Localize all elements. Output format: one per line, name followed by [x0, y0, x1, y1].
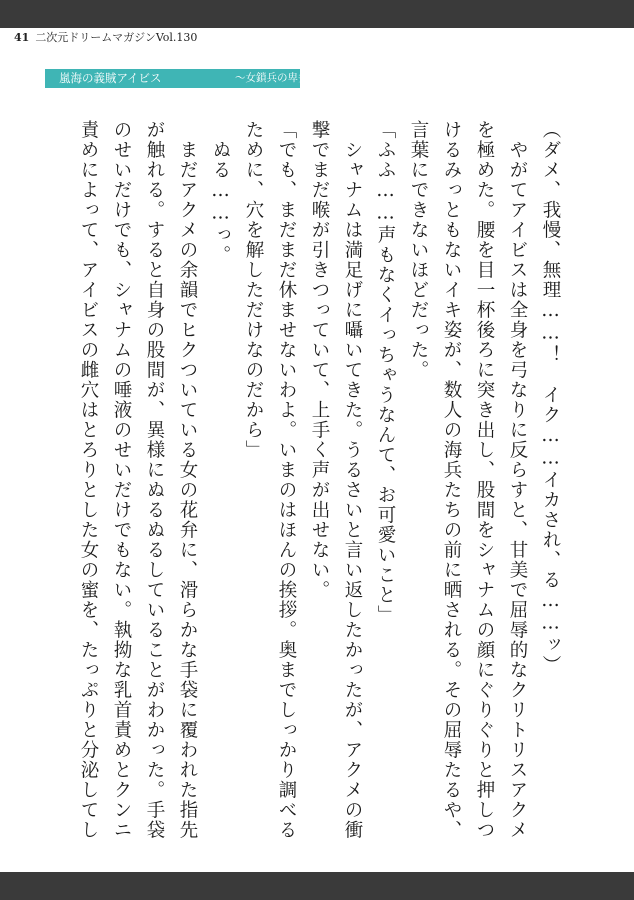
text-column: を極めた。腰を目一杯後ろに突き出し、股間をシャナムの顔にぐりぐりと押しつ: [474, 120, 495, 840]
bottom-toolbar: [0, 872, 634, 900]
text-column: 「でも、まだまだ休ませないわよ。いまのはほんの挨拶。奥までしっかり調べる: [276, 120, 297, 840]
text-column: シャナムは満足げに囁いてきた。うるさいと言い返したかったが、アクメの衝: [342, 120, 363, 840]
text-column: ぬる……っ。: [210, 120, 231, 265]
text-column: 責めによって、アイビスの雌穴はとろりとした女の蜜を、たっぷりと分泌してし: [78, 120, 99, 840]
story-title-banner: [45, 69, 340, 88]
text-column: まだアクメの余韻でヒクついている女の花弁に、滑らかな手袋に覆われた指先: [177, 120, 198, 840]
text-column: が触れる。すると自身の股間が、異様にぬるぬるしていることがわかった。手袋: [144, 120, 165, 840]
magazine-title: 二次元ドリームマガジンVol.130: [35, 31, 198, 44]
text-column: のせいだけでも、シャナムの唾液のせいだけでもない。執拗な乳首責めとクンニ: [111, 120, 132, 840]
text-column: 「ふふ……声もなくイっちゃうなんて、お可愛いこと」: [375, 120, 396, 625]
text-column: 撃でまだ喉が引きつっていて、上手く声が出せない。: [309, 120, 330, 600]
text-column: （ダメ、我慢、無理……！ イク……イカされ、る……ッ）: [540, 120, 561, 675]
page-number: 41: [14, 31, 30, 44]
text-column: 言葉にできないほどだった。: [408, 120, 429, 380]
text-column: ために、穴を解しただけなのだから」: [243, 120, 264, 460]
text-column: やがてアイビスは全身を弓なりに反らすと、甘美で屈辱的なクリトリスアクメ: [507, 120, 528, 840]
story-title: 嵐海の義賊アイビス: [59, 71, 162, 85]
text-column: けるみっともないイキ姿が、数人の海兵たちの前に晒される。その屈辱たるや、: [441, 120, 462, 840]
top-toolbar: [0, 0, 634, 28]
running-header: [14, 29, 197, 45]
story-subtitle: ～女鎖兵の卑劣な罠～: [235, 72, 340, 84]
